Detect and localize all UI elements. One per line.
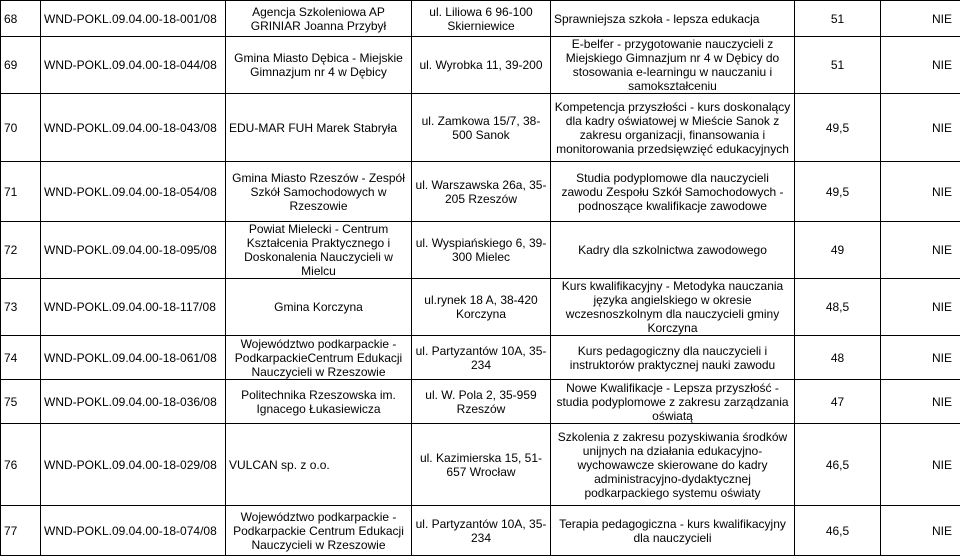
row-number: 77 xyxy=(1,506,41,556)
table-row xyxy=(1,222,960,279)
score: 46,5 xyxy=(795,424,881,506)
address: ul. Liliowa 6 96-100 Skierniewice xyxy=(412,1,551,37)
organization-name: Powiat Mielecki - Centrum Kształcenia Praktycznego i Doskonalenia Nauczycieli w Mielcu xyxy=(226,222,412,279)
score: 49,5 xyxy=(795,162,881,222)
project-title: Kompetencja przyszłości - kurs doskonalący dla kadry oświatowej w Mieście Sanok z zakresu organizacji, finansowania i monitorowania przedsięwzięć edukacyjnych xyxy=(551,94,795,162)
score: 46,5 xyxy=(795,506,881,556)
row-number: 76 xyxy=(1,424,41,506)
organization-name: Politechnika Rzeszowska im. Ignacego Łukasiewicza xyxy=(226,380,412,424)
table-row xyxy=(1,506,960,556)
row-number: 75 xyxy=(1,380,41,424)
table-row xyxy=(1,162,960,222)
application-code: WND-POKL.09.04.00-18-029/08 xyxy=(41,424,226,506)
project-title: Nowe Kwalifikacje - Lepsza przyszłość - studia podyplomowe z zakresu zarządzania oświatą xyxy=(551,380,795,424)
status: NIE xyxy=(881,380,960,424)
table-row xyxy=(1,336,960,380)
application-code: WND-POKL.09.04.00-18-074/08 xyxy=(41,506,226,556)
row-number: 68 xyxy=(1,1,41,37)
address: ul. Partyzantów 10A, 35-234 xyxy=(412,336,551,380)
address: ul. Warszawska 26a, 35-205 Rzeszów xyxy=(412,162,551,222)
row-number: 73 xyxy=(1,279,41,336)
organization-name: Gmina Korczyna xyxy=(226,279,412,336)
status: NIE xyxy=(881,162,960,222)
application-code: WND-POKL.09.04.00-18-054/08 xyxy=(41,162,226,222)
application-code: WND-POKL.09.04.00-18-061/08 xyxy=(41,336,226,380)
address: ul. Wyspiańskiego 6, 39-300 Mielec xyxy=(412,222,551,279)
table-row xyxy=(1,94,960,162)
status: NIE xyxy=(881,222,960,279)
score: 49 xyxy=(795,222,881,279)
row-number: 71 xyxy=(1,162,41,222)
organization-name: Gmina Miasto Rzeszów - Zespół Szkół Samochodowych w Rzeszowie xyxy=(226,162,412,222)
status: NIE xyxy=(881,424,960,506)
status: NIE xyxy=(881,94,960,162)
application-code: WND-POKL.09.04.00-18-001/08 xyxy=(41,1,226,37)
organization-name: Gmina Miasto Dębica - Miejskie Gimnazjum nr 4 w Dębicy xyxy=(226,37,412,94)
status: NIE xyxy=(881,279,960,336)
application-code: WND-POKL.09.04.00-18-044/08 xyxy=(41,37,226,94)
project-title: Sprawniejsza szkoła - lepsza edukacja xyxy=(551,1,795,37)
organization-name: EDU-MAR FUH Marek Stabryła xyxy=(226,94,412,162)
organization-name: Województwo podkarpackie - Podkarpackie Centrum Edukacji Nauczycieli w Rzeszowie xyxy=(226,506,412,556)
application-code: WND-POKL.09.04.00-18-036/08 xyxy=(41,380,226,424)
project-title: E-belfer - przygotowanie nauczycieli z Miejskiego Gimnazjum nr 4 w Dębicy do stosowania e-learningu w nauczaniu i samokształceniu xyxy=(551,37,795,94)
table-row xyxy=(1,1,960,37)
row-number: 69 xyxy=(1,37,41,94)
status: NIE xyxy=(881,506,960,556)
address: ul. Zamkowa 15/7, 38-500 Sanok xyxy=(412,94,551,162)
table-row xyxy=(1,279,960,336)
address: ul. W. Pola 2, 35-959 Rzeszów xyxy=(412,380,551,424)
address: ul. Partyzantów 10A, 35-234 xyxy=(412,506,551,556)
table-row xyxy=(1,37,960,94)
score: 51 xyxy=(795,1,881,37)
organization-name: Województwo podkarpackie - PodkarpackieCentrum Edukacji Nauczycieli w Rzeszowie xyxy=(226,336,412,380)
address: ul. Kazimierska 15, 51-657 Wrocław xyxy=(412,424,551,506)
project-title: Kurs pedagogiczny dla nauczycieli i instruktorów praktycznej nauki zawodu xyxy=(551,336,795,380)
project-title: Terapia pedagogiczna - kurs kwalifikacyjny dla nauczycieli xyxy=(551,506,795,556)
organization-name: Agencja Szkoleniowa AP GRINIAR Joanna Przybył xyxy=(226,1,412,37)
organization-name: VULCAN sp. z o.o. xyxy=(226,424,412,506)
score: 48,5 xyxy=(795,279,881,336)
status: NIE xyxy=(881,1,960,37)
status: NIE xyxy=(881,37,960,94)
score: 48 xyxy=(795,336,881,380)
table-row xyxy=(1,424,960,506)
score: 51 xyxy=(795,37,881,94)
status: NIE xyxy=(881,336,960,380)
row-number: 74 xyxy=(1,336,41,380)
score: 47 xyxy=(795,380,881,424)
project-title: Studia podyplomowe dla nauczycieli zawodu Zespołu Szkół Samochodowych - podnoszące kwalifikacje zawodowe xyxy=(551,162,795,222)
application-code: WND-POKL.09.04.00-18-117/08 xyxy=(41,279,226,336)
row-number: 72 xyxy=(1,222,41,279)
project-title: Kadry dla szkolnictwa zawodowego xyxy=(551,222,795,279)
table-row xyxy=(1,380,960,424)
project-title: Kurs kwalifikacyjny - Metodyka nauczania języka angielskiego w okresie wczesnoszkolnym dla nauczycieli gminy Korczyna xyxy=(551,279,795,336)
row-number: 70 xyxy=(1,94,41,162)
address: ul.rynek 18 A, 38-420 Korczyna xyxy=(412,279,551,336)
application-code: WND-POKL.09.04.00-18-095/08 xyxy=(41,222,226,279)
address: ul. Wyrobka 11, 39-200 xyxy=(412,37,551,94)
project-title: Szkolenia z zakresu pozyskiwania środków unijnych na działania edukacyjno-wychowawcze skierowane do kadry administracyjno-dydaktycznej podkarpackiego systemu oświaty xyxy=(551,424,795,506)
application-code: WND-POKL.09.04.00-18-043/08 xyxy=(41,94,226,162)
score: 49,5 xyxy=(795,94,881,162)
